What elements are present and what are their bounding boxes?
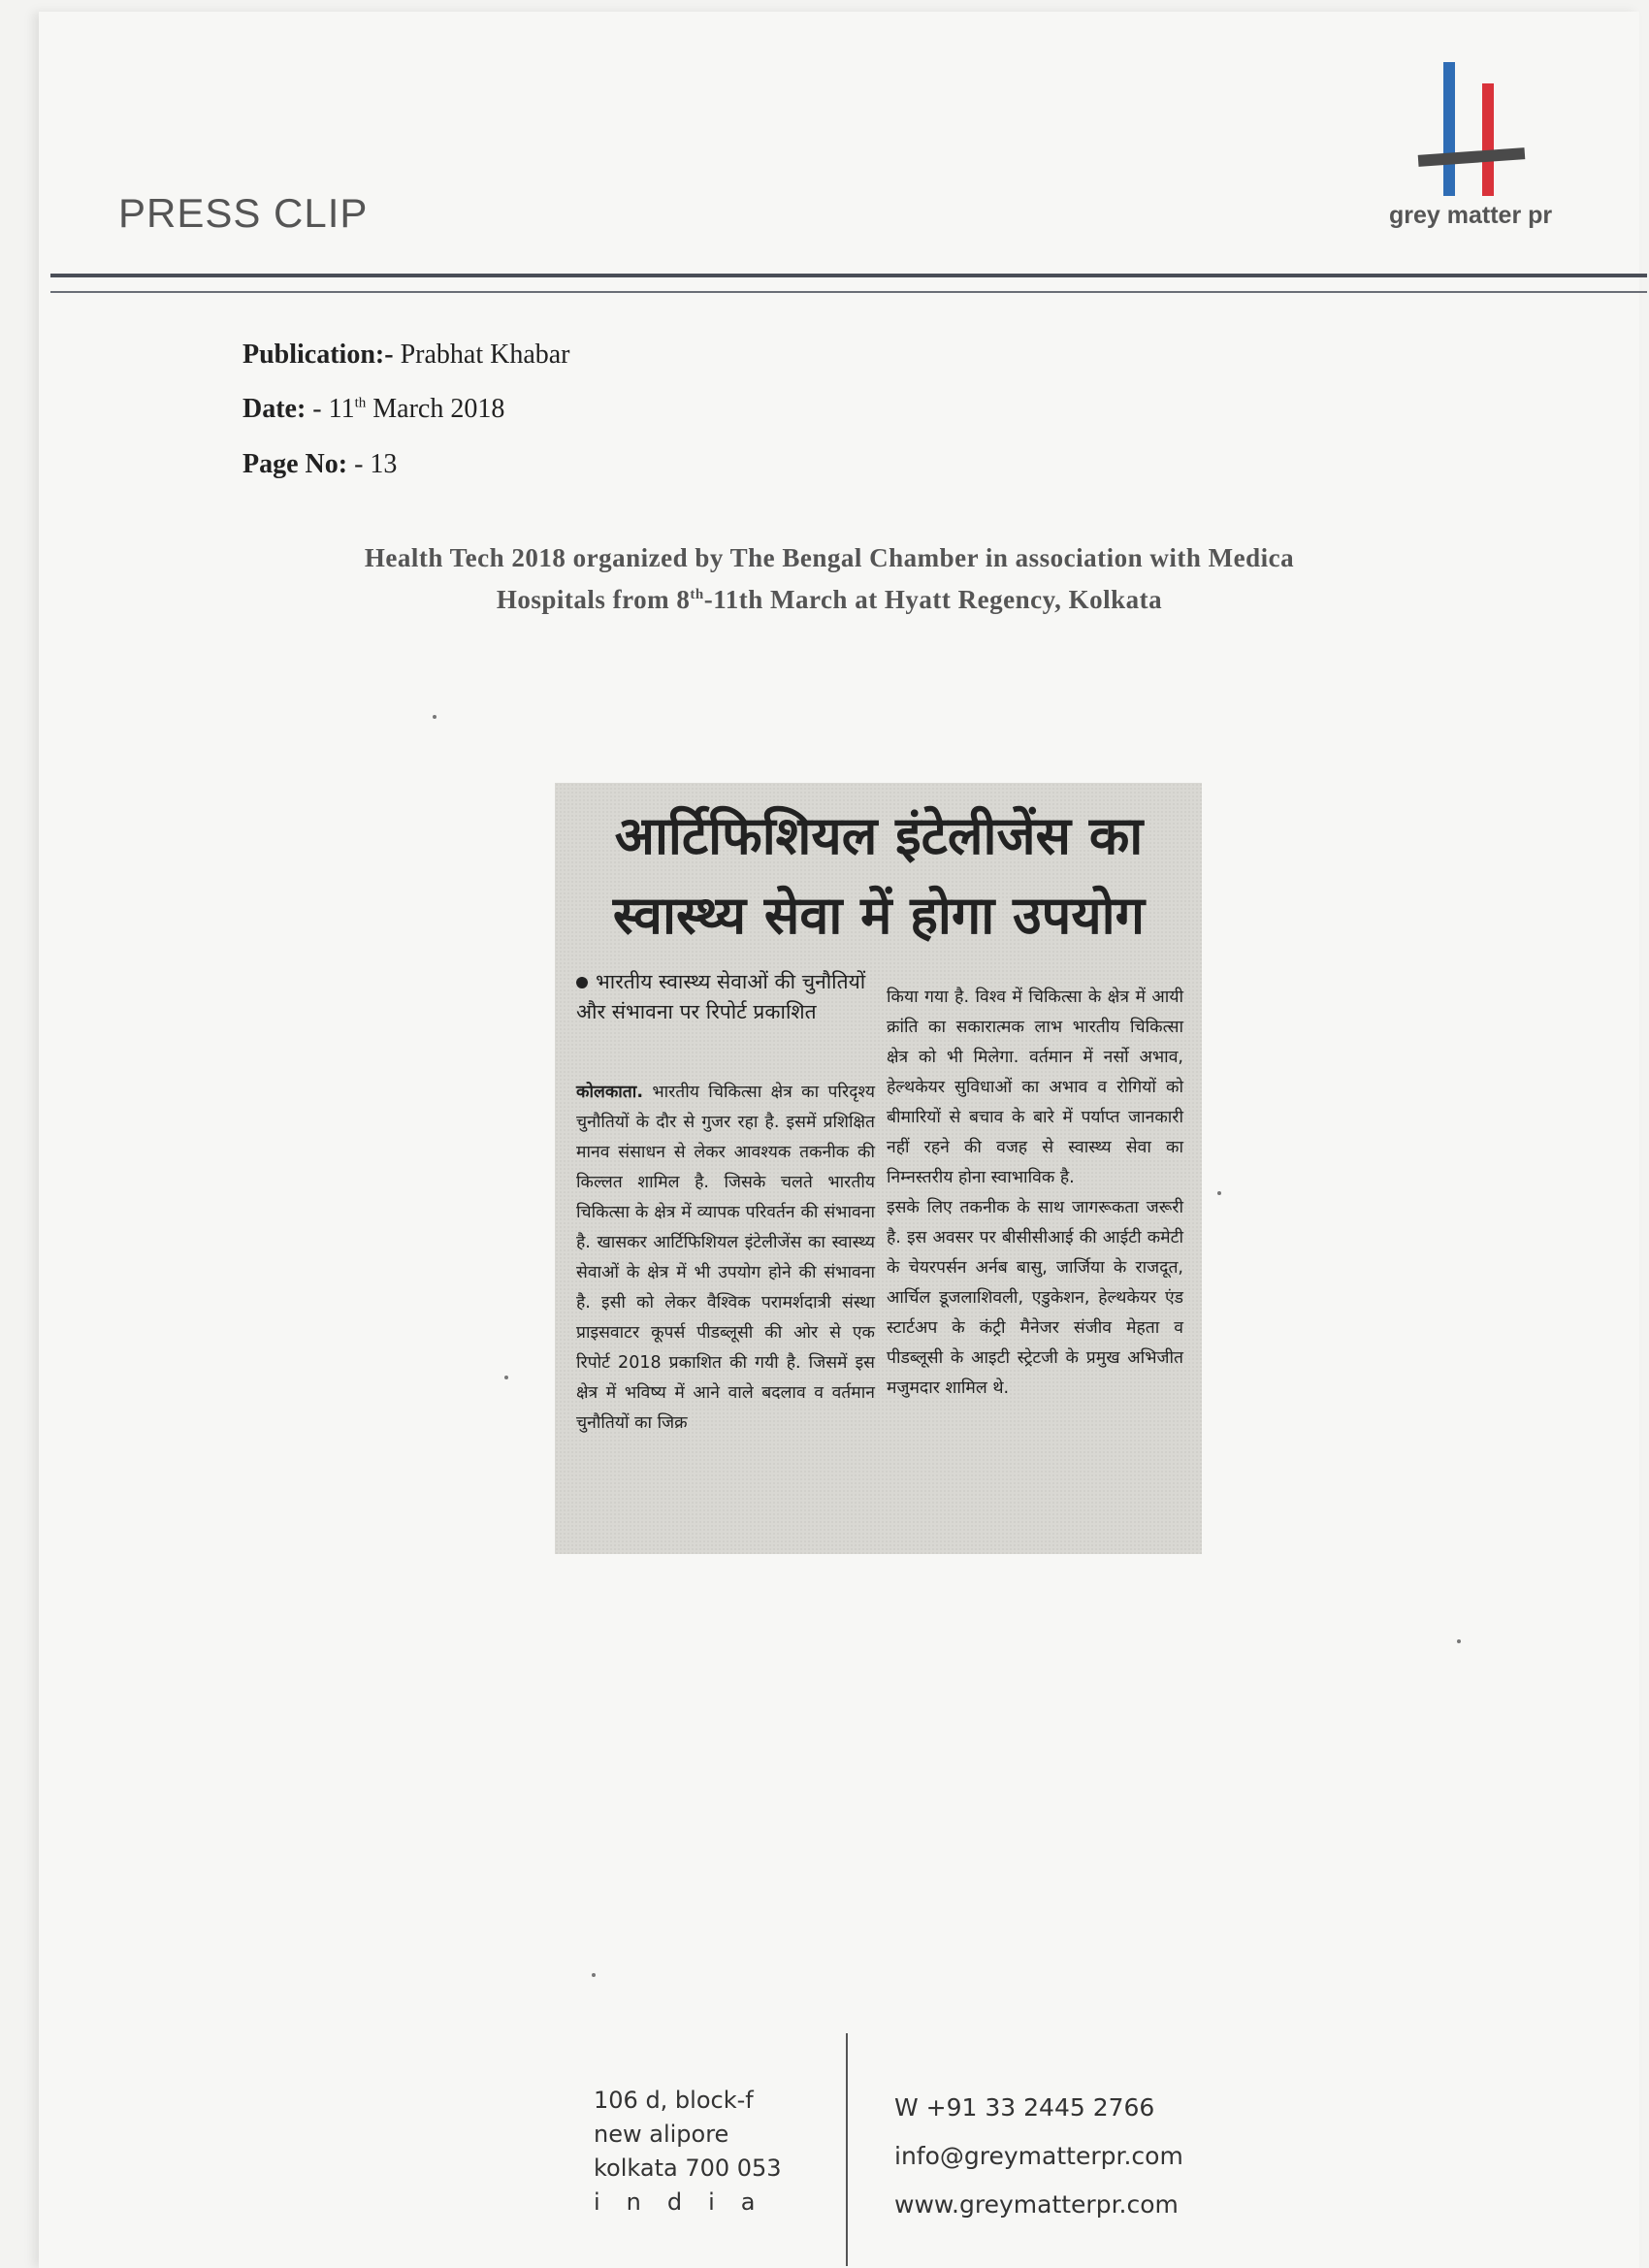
contact-phone: W +91 33 2445 2766	[894, 2093, 1155, 2122]
date-label: Date:	[242, 394, 307, 424]
clipping-column-right	[887, 983, 1183, 1404]
address-line-4: india	[594, 2188, 782, 2216]
clipping-column-left	[576, 1078, 875, 1439]
clipping-headline-line-1: आर्टिफिशियल इंटेलीजेंस का	[614, 805, 1144, 866]
event-line-2-suffix: -11th March at Hyatt Regency, Kolkata	[703, 585, 1163, 614]
date-month-year: March 2018	[372, 394, 505, 424]
contact-email[interactable]: info@greymatterpr.com	[894, 2142, 1183, 2170]
event-line-2	[233, 576, 1426, 618]
address-line-1: 106 d, block-f	[594, 2087, 754, 2114]
clipping-subhead-text: भारतीय स्वास्थ्य सेवाओं की चुनौतियों और संभावना पर रिपोर्ट प्रकाशित	[576, 970, 866, 1023]
scan-speck	[504, 1376, 508, 1379]
clipping-column-right-para-2: इसके लिए तकनीक के साथ जागरूकता जरूरी है. इस अवसर पर बीसीसीआई की आईटी कमेटी के चेयरपर्सन अर्नब बासु, जार्जिया के राजदूत, आर्चिल डूजलाशिवली, एडुकेशन, हेल्थकेयर एंड स्टार्टअप के कंट्री मैनेजर संजीव मेहता व पीडब्लूसी के आइटी स्ट्रेटजी के प्रमुख अभिजीत मजुमदार शामिल थे.	[887, 1198, 1183, 1398]
publication-label: Publication:-	[242, 340, 394, 370]
logo-wordmark: grey matter pr	[1389, 202, 1553, 229]
header-rule	[50, 274, 1647, 277]
footer-address	[594, 2084, 807, 2219]
date-day: - 11	[312, 394, 355, 424]
contact-website[interactable]: www.greymatterpr.com	[894, 2190, 1179, 2219]
clipping-dateline: कोलकाता.	[576, 1083, 643, 1102]
page-line	[242, 449, 397, 480]
scan-speck	[433, 715, 436, 719]
publication-line	[242, 340, 570, 371]
address-line-3: kolkata 700 053	[594, 2155, 782, 2182]
header-rule-thin	[50, 291, 1647, 293]
page-label: Page No:	[242, 449, 348, 479]
clipping-headline	[568, 796, 1189, 956]
event-line-2-sup: th	[690, 587, 704, 602]
publication-value: Prabhat Khabar	[400, 340, 570, 370]
bullet-icon	[576, 977, 588, 988]
clipping-subhead	[576, 967, 867, 1027]
footer-divider	[846, 2033, 848, 2266]
event-line-1: Health Tech 2018 organized by The Bengal Chamber in association with Medica	[364, 543, 1295, 572]
scan-speck	[1457, 1639, 1461, 1643]
page-title: PRESS CLIP	[118, 190, 369, 236]
scan-speck	[1217, 1191, 1221, 1195]
page-value: - 13	[354, 449, 398, 479]
clipping-headline-line-2: स्वास्थ्य सेवा में होगा उपयोग	[612, 885, 1146, 946]
date-ordinal: th	[354, 395, 367, 411]
event-headline	[233, 539, 1426, 618]
clipping-column-right-para-1: किया गया है. विश्व में चिकित्सा के क्षेत्र में आयी क्रांति का सकारात्मक लाभ भारतीय चिकित्सा क्षेत्र को भी मिलेगा. वर्तमान में नर्सो अभाव, हेल्थकेयर सुविधाओं का अभाव व रोगियों को बीमारियों से बचाव के बारे में पर्याप्त जानकारी नहीं रहने की वजह से स्वास्थ्य सेवा का निम्नस्तरीय होना स्वाभाविक है.	[887, 988, 1183, 1187]
clipping-column-left-text: भारतीय चिकित्सा क्षेत्र का परिदृश्य चुनौतियों के दौर से गुजर रहा है. इसमें प्रशिक्षित मानव संसाधन से लेकर आवश्यक तकनीक की किल्लत शामिल है. जिसके चलते भारतीय चिकित्सा के क्षेत्र में व्यापक परिवर्तन की संभावना है. खासकर आर्टिफिशियल इंटेलीजेंस का स्वास्थ्य सेवाओं के क्षेत्र में भी उपयोग होने की संभावना है. इसी को लेकर वैश्विक परामर्शदात्री संस्था प्राइसवाटर कूपर्स पीडब्लूसी की ओर से एक रिपोर्ट 2018 प्रकाशित की गयी है. जिसमें इस क्षेत्र में भविष्य में आने वाले बदलाव व वर्तमान चुनौतियों का जिक्र	[576, 1083, 875, 1433]
newspaper-clipping	[555, 783, 1202, 1554]
footer-contact	[894, 2084, 1244, 2229]
scan-speck	[592, 1973, 596, 1977]
event-line-2-prefix: Hospitals from 8	[496, 585, 691, 614]
address-line-2: new alipore	[594, 2121, 729, 2148]
date-line	[242, 394, 504, 425]
